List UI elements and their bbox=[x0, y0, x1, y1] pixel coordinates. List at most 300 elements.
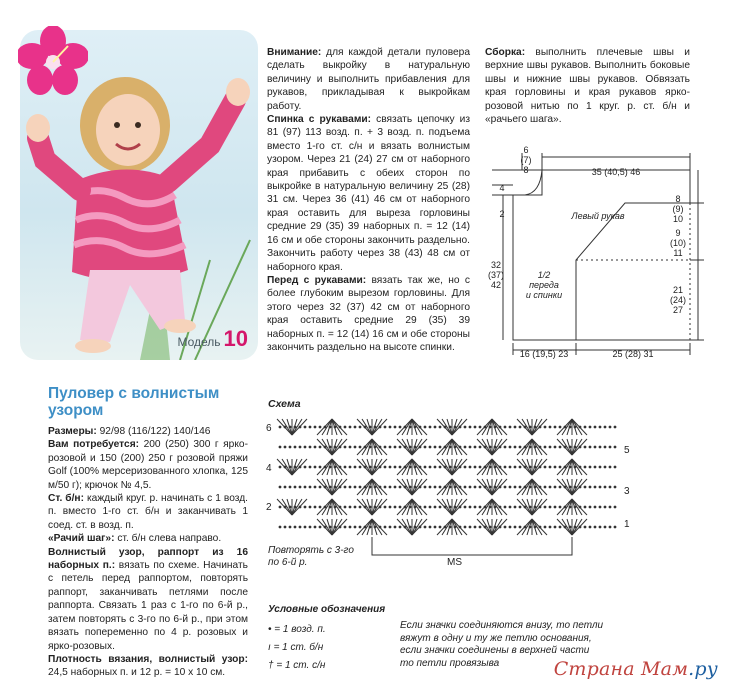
dim-top-6: 6 bbox=[523, 145, 529, 155]
chain-dot bbox=[514, 506, 517, 509]
chain-dot bbox=[594, 426, 597, 429]
chain-dot bbox=[294, 526, 297, 529]
chain-dot bbox=[399, 506, 402, 509]
density-paragraph bbox=[48, 653, 248, 680]
chain-dot bbox=[314, 506, 317, 509]
chain-dot bbox=[279, 426, 282, 429]
chain-dot bbox=[474, 486, 477, 489]
chain-dot bbox=[514, 466, 517, 469]
chain-dot bbox=[474, 446, 477, 449]
chain-dot bbox=[609, 526, 612, 529]
legend-item-1: = 1 возд. п. bbox=[274, 624, 326, 635]
chain-dot bbox=[359, 506, 362, 509]
chain-dot bbox=[509, 506, 512, 509]
chain-dot bbox=[389, 526, 392, 529]
chain-dot bbox=[319, 466, 322, 469]
sizes-paragraph bbox=[48, 425, 248, 438]
chain-dot bbox=[549, 426, 552, 429]
chain-dot bbox=[349, 446, 352, 449]
chain-dot bbox=[394, 446, 397, 449]
wave-pattern-value: вязать по схеме. Начинать с петель перед раппортом, повторять раппорт, заканчивать петлями после раппорта. Связать 1 раз с 1-го по 6-й р., затем повторять с 3-го по 6-й р., при этом вязать попеременно по 4 р. розовых и ярко-розовых. bbox=[48, 560, 248, 652]
chain-dot bbox=[394, 506, 397, 509]
sizes-label: Размеры: bbox=[48, 426, 97, 437]
chain-dot bbox=[429, 506, 432, 509]
chain-dot bbox=[304, 426, 307, 429]
chain-dot bbox=[519, 486, 522, 489]
dim-right-9b: 9 bbox=[675, 228, 681, 238]
legend-note-3: если значки соединены в верхней части bbox=[400, 645, 590, 657]
chain-dot bbox=[464, 506, 467, 509]
chain-dot bbox=[434, 506, 437, 509]
single-crochet-value: каждый круг. р. начинать с 1 возд. п. вместо 1-го ст. б/н и заканчивать 1 соед. ст. в возд. п. bbox=[48, 493, 248, 531]
legend-item-sc bbox=[268, 642, 388, 653]
dim-left-37: (37) bbox=[487, 270, 505, 280]
chain-dot bbox=[309, 446, 312, 449]
repeat-note-line-1: Повторять с 3-го bbox=[268, 545, 354, 556]
chain-dot bbox=[599, 486, 602, 489]
dim-right-21: 21 bbox=[672, 285, 684, 295]
chain-dot bbox=[344, 526, 347, 529]
wave-pattern-paragraph bbox=[48, 546, 248, 653]
chain-dot bbox=[614, 486, 617, 489]
front-value: вязать так же, но с более глубоким вырезом горловины. Для этого через 32 (37) 42 см от наборного края оставить средние 29 (35) 39 наборных п. = 12 (14) 16 см и обе стороны закончить раздельно на высоте спинки. bbox=[267, 274, 470, 353]
back-label: Спинка с рукавами: bbox=[267, 114, 372, 126]
chain-dot bbox=[434, 426, 437, 429]
chain-dot bbox=[389, 426, 392, 429]
dim-bottom-left: 16 (19,5) 23 bbox=[519, 349, 569, 359]
chain-dot bbox=[599, 426, 602, 429]
chain-dot bbox=[594, 486, 597, 489]
chain-dot bbox=[604, 526, 607, 529]
chain-dot bbox=[429, 426, 432, 429]
ms-label: MS bbox=[447, 557, 462, 568]
chain-dot bbox=[299, 486, 302, 489]
chain-dot bbox=[504, 486, 507, 489]
chain-dot bbox=[384, 426, 387, 429]
chain-dot bbox=[584, 486, 587, 489]
chain-dot bbox=[609, 466, 612, 469]
chain-dot bbox=[319, 526, 322, 529]
chain-dot bbox=[439, 526, 442, 529]
chain-dot bbox=[359, 426, 362, 429]
chain-dot bbox=[389, 446, 392, 449]
chain-dot bbox=[434, 466, 437, 469]
watermark-part-2: Мам bbox=[641, 658, 689, 680]
chain-dot bbox=[504, 426, 507, 429]
chain-dot bbox=[279, 486, 282, 489]
chain-dot bbox=[384, 466, 387, 469]
chain-dot bbox=[519, 446, 522, 449]
chain-dot bbox=[614, 466, 617, 469]
chain-dot bbox=[349, 466, 352, 469]
chain-dot bbox=[609, 426, 612, 429]
chain-dot bbox=[479, 526, 482, 529]
chain-dot bbox=[354, 466, 357, 469]
row-label-3: 3 bbox=[624, 486, 630, 497]
materials-paragraph bbox=[48, 438, 248, 492]
legend-item-2: = 1 ст. б/н bbox=[273, 642, 324, 653]
chain-dot bbox=[394, 466, 397, 469]
chain-dot bbox=[589, 466, 592, 469]
chain-dot bbox=[469, 526, 472, 529]
legend-item-dc bbox=[268, 660, 388, 671]
chain-dot bbox=[294, 446, 297, 449]
chain-dot bbox=[504, 466, 507, 469]
dim-left-2: 2 bbox=[499, 209, 505, 219]
model-word: Модель bbox=[177, 335, 221, 349]
chain-dot bbox=[354, 506, 357, 509]
chain-dot bbox=[399, 466, 402, 469]
chain-dot bbox=[479, 486, 482, 489]
half-label-3: и спинки bbox=[525, 290, 563, 300]
dim-top-width: 35 (40,5) 46 bbox=[591, 167, 641, 177]
attention-paragraph bbox=[267, 46, 470, 113]
chain-dot bbox=[434, 446, 437, 449]
chain-dot bbox=[504, 446, 507, 449]
chain-dot bbox=[614, 526, 617, 529]
chain-dot bbox=[399, 526, 402, 529]
chain-dot bbox=[559, 466, 562, 469]
legend-note-2: вяжут в одну и ту же петлю основания, bbox=[400, 632, 592, 644]
chain-dot bbox=[589, 486, 592, 489]
pattern-outline bbox=[513, 170, 690, 340]
chain-dot bbox=[544, 526, 547, 529]
chain-dot bbox=[469, 426, 472, 429]
chain-dot bbox=[354, 526, 357, 529]
chain-dot bbox=[604, 426, 607, 429]
chain-dot bbox=[464, 466, 467, 469]
chain-dot bbox=[319, 486, 322, 489]
chain-dot bbox=[389, 486, 392, 489]
chain-dot bbox=[304, 526, 307, 529]
chain-dot bbox=[519, 506, 522, 509]
scheme-title: Схема bbox=[268, 398, 301, 410]
chain-dot bbox=[599, 526, 602, 529]
chain-dot bbox=[514, 486, 517, 489]
chart-stitch-symbols bbox=[277, 419, 616, 535]
chain-dot bbox=[469, 486, 472, 489]
back-value: связать цепочку из 81 (97) 113 возд. п. + 3 возд. п. подъема вместо 1-го ст. с/н и вязать волнистым узором. Через 21 (24) 27 см от наборного края прибавить с обеих сторон по выкройке в натуральную величину 25 (28) 31 см. Через 36 (41) 46 см от наборного края оставить для выреза горловины средние 29 (35) 39 наборных п. = 12 (14) 16 см и обе стороны закончить раздельно. Закончить работу через 38 (43) 48 см от наборного края. bbox=[267, 114, 470, 273]
chain-dot bbox=[544, 446, 547, 449]
double-crochet-icon: † bbox=[268, 660, 274, 671]
chain-dot bbox=[399, 486, 402, 489]
chain-dot bbox=[464, 426, 467, 429]
chain-dot bbox=[439, 486, 442, 489]
chain-dot bbox=[469, 446, 472, 449]
chain-dot bbox=[509, 426, 512, 429]
chain-dot bbox=[554, 486, 557, 489]
chain-dot bbox=[594, 506, 597, 509]
chain-dot bbox=[309, 486, 312, 489]
chain-dot bbox=[469, 466, 472, 469]
chain-dot bbox=[554, 446, 557, 449]
chain-dot bbox=[424, 526, 427, 529]
chain-dot bbox=[514, 426, 517, 429]
chain-dot bbox=[594, 466, 597, 469]
chain-dot bbox=[609, 446, 612, 449]
chain-dot bbox=[314, 486, 317, 489]
chain-dot bbox=[424, 426, 427, 429]
chain-dot bbox=[424, 446, 427, 449]
chain-dot bbox=[609, 486, 612, 489]
chain-dot bbox=[314, 446, 317, 449]
chain-dot bbox=[544, 486, 547, 489]
chain-dot bbox=[439, 506, 442, 509]
chain-dot bbox=[384, 446, 387, 449]
dim-top-7: (7) bbox=[520, 155, 532, 165]
chain-dot bbox=[549, 506, 552, 509]
chain-dot bbox=[509, 526, 512, 529]
chain-dot bbox=[344, 466, 347, 469]
single-crochet-label: Ст. б/н: bbox=[48, 493, 84, 505]
chain-dot bbox=[509, 486, 512, 489]
back-paragraph bbox=[267, 113, 470, 274]
chain-dot bbox=[389, 506, 392, 509]
chain-dot bbox=[429, 526, 432, 529]
dim-left-4: 4 bbox=[499, 183, 505, 193]
chain-dot bbox=[604, 466, 607, 469]
density-label: Плотность вязания, волнистый узор: bbox=[48, 653, 248, 665]
chain-dot bbox=[279, 466, 282, 469]
materials-value: 200 (250) 300 г ярко-розовой и 150 (200) 250 г розовой пряжи Golf (100% мерсеризованного хлопка, 125 м/50 г); крючок № 4,5. bbox=[48, 439, 248, 491]
half-label-1: 1/2 bbox=[537, 270, 551, 280]
chain-dot bbox=[479, 466, 482, 469]
dim-left-42: 42 bbox=[490, 280, 502, 290]
chain-dot bbox=[464, 446, 467, 449]
hibiscus-flower-icon bbox=[18, 26, 88, 96]
chain-dot bbox=[554, 526, 557, 529]
watermark bbox=[554, 658, 718, 680]
chain-dot bbox=[559, 426, 562, 429]
chain-dot bbox=[509, 446, 512, 449]
chain-dot bbox=[344, 426, 347, 429]
chain-dot bbox=[509, 466, 512, 469]
chain-dot bbox=[424, 486, 427, 489]
row-label-1: 1 bbox=[624, 519, 630, 530]
chain-dot bbox=[299, 526, 302, 529]
chain-dot bbox=[474, 466, 477, 469]
chain-dot bbox=[279, 526, 282, 529]
chain-dot bbox=[559, 486, 562, 489]
front-paragraph bbox=[267, 274, 470, 354]
chain-dot bbox=[584, 426, 587, 429]
chain-dot bbox=[354, 486, 357, 489]
chain-dot bbox=[344, 486, 347, 489]
crab-stitch-paragraph bbox=[48, 532, 248, 545]
chain-dot bbox=[599, 466, 602, 469]
chain-dot bbox=[584, 526, 587, 529]
watermark-part-3: .ру bbox=[688, 658, 718, 680]
chain-dot bbox=[434, 486, 437, 489]
chain-dot bbox=[384, 486, 387, 489]
chain-dot bbox=[604, 486, 607, 489]
chain-dot bbox=[354, 446, 357, 449]
legend-note-1: Если значки соединяются внизу, то петли bbox=[400, 620, 604, 631]
front-label: Перед с рукавами: bbox=[267, 274, 367, 286]
chain-dot bbox=[544, 426, 547, 429]
chain-dot bbox=[394, 426, 397, 429]
chain-dot bbox=[299, 446, 302, 449]
chain-dot bbox=[589, 426, 592, 429]
dim-top-8: 8 bbox=[523, 165, 529, 175]
attention-label: Внимание: bbox=[267, 47, 322, 58]
chain-dot bbox=[284, 486, 287, 489]
chain-dot bbox=[424, 466, 427, 469]
repeat-note-line-2: по 6-й р. bbox=[268, 557, 308, 568]
chain-dot bbox=[514, 446, 517, 449]
dim-left-32: 32 bbox=[490, 260, 502, 270]
chain-dot bbox=[589, 526, 592, 529]
chain-dot bbox=[614, 446, 617, 449]
assembly-label: Сборка: bbox=[485, 47, 526, 58]
legend-item-3: = 1 ст. с/н bbox=[276, 660, 326, 671]
chain-dot bbox=[469, 506, 472, 509]
chain-dot bbox=[554, 466, 557, 469]
chain-dot bbox=[609, 506, 612, 509]
dim-bottom-right: 25 (28) 31 bbox=[612, 349, 654, 359]
chain-dot bbox=[479, 446, 482, 449]
chain-dot bbox=[394, 526, 397, 529]
chain-dot bbox=[614, 426, 617, 429]
watermark-part-1: Страна bbox=[553, 658, 635, 680]
chain-dot bbox=[309, 426, 312, 429]
chain-dot bbox=[589, 506, 592, 509]
left-column-text bbox=[48, 425, 248, 680]
chain-dot bbox=[359, 466, 362, 469]
dim-right-10b: (10) bbox=[669, 238, 687, 248]
chain-stitch-icon: • bbox=[268, 624, 272, 635]
model-number: 10 bbox=[223, 326, 248, 351]
dim-right-24: (24) bbox=[669, 295, 687, 305]
row-label-5: 5 bbox=[624, 445, 630, 456]
chain-dot bbox=[399, 446, 402, 449]
chain-dot bbox=[389, 466, 392, 469]
assembly-value: выполнить плечевые швы и верхние швы рукавов. Выполнить боковые швы и нижние швы рукавов. Обвязать края горловины и края рукавов ярко-розовой нитью по 1 круг. р. ст. б/н и «рачьего шага». bbox=[485, 47, 690, 126]
chain-dot bbox=[479, 426, 482, 429]
chain-dot bbox=[479, 506, 482, 509]
sizes-value: 92/98 (116/122) 140/146 bbox=[99, 426, 211, 437]
materials-label: Вам потребуется: bbox=[48, 439, 140, 451]
dim-right-9: (9) bbox=[672, 204, 684, 214]
chain-dot bbox=[359, 486, 362, 489]
chain-dot bbox=[594, 446, 597, 449]
chain-dot bbox=[464, 526, 467, 529]
single-crochet-paragraph bbox=[48, 492, 248, 532]
chain-dot bbox=[504, 526, 507, 529]
sleeve-label: Левый рукав bbox=[571, 211, 625, 221]
chain-dot bbox=[284, 446, 287, 449]
garment-pattern-diagram bbox=[480, 145, 710, 360]
crab-stitch-value: ст. б/н слева направо. bbox=[117, 533, 222, 545]
chain-dot bbox=[549, 466, 552, 469]
dim-right-11: 11 bbox=[673, 248, 683, 258]
chain-dot bbox=[304, 506, 307, 509]
chain-dot bbox=[519, 466, 522, 469]
repeat-note bbox=[268, 545, 354, 569]
chain-dot bbox=[349, 526, 352, 529]
row-label-4: 4 bbox=[266, 463, 272, 474]
dim-right-10: 10 bbox=[672, 214, 684, 224]
chain-dot bbox=[474, 426, 477, 429]
chain-dot bbox=[349, 506, 352, 509]
chain-dot bbox=[474, 506, 477, 509]
chain-dot bbox=[504, 506, 507, 509]
chain-dot bbox=[384, 506, 387, 509]
wave-pattern-label: Волнистый узор, раппорт из 16 наборных п.: bbox=[48, 546, 248, 572]
chain-dot bbox=[309, 526, 312, 529]
chain-dot bbox=[594, 526, 597, 529]
half-label-2: переда bbox=[529, 280, 559, 290]
chain-dot bbox=[599, 506, 602, 509]
chain-dot bbox=[309, 506, 312, 509]
chain-dot bbox=[549, 446, 552, 449]
repeat-bracket bbox=[372, 537, 572, 555]
chain-dot bbox=[549, 486, 552, 489]
chain-dot bbox=[424, 506, 427, 509]
chain-dot bbox=[434, 526, 437, 529]
chain-dot bbox=[394, 486, 397, 489]
legend-item-chain bbox=[268, 624, 388, 635]
chain-dot bbox=[559, 506, 562, 509]
chain-dot bbox=[519, 426, 522, 429]
chain-dot bbox=[514, 526, 517, 529]
chain-dot bbox=[559, 446, 562, 449]
chain-dot bbox=[344, 446, 347, 449]
chain-dot bbox=[604, 446, 607, 449]
chain-dot bbox=[599, 446, 602, 449]
chain-dot bbox=[399, 426, 402, 429]
chain-dot bbox=[319, 446, 322, 449]
chain-dot bbox=[344, 506, 347, 509]
chain-dot bbox=[294, 486, 297, 489]
chain-dot bbox=[314, 526, 317, 529]
chain-dot bbox=[309, 466, 312, 469]
chain-dot bbox=[429, 446, 432, 449]
crab-stitch-label: «Рачий шаг»: bbox=[48, 533, 115, 545]
legend-title: Условные обозначения bbox=[268, 604, 386, 615]
chain-dot bbox=[284, 526, 287, 529]
chain-dot bbox=[544, 506, 547, 509]
chain-dot bbox=[304, 466, 307, 469]
title-line-2: узором bbox=[48, 402, 104, 419]
chain-dot bbox=[289, 486, 292, 489]
chain-dot bbox=[289, 526, 292, 529]
chain-dot bbox=[584, 466, 587, 469]
chain-dot bbox=[614, 506, 617, 509]
row-label-6: 6 bbox=[266, 423, 272, 434]
chain-dot bbox=[474, 526, 477, 529]
article-title bbox=[48, 385, 258, 419]
dim-right-8: 8 bbox=[675, 194, 681, 204]
title-line-1: Пуловер с волнистым bbox=[48, 385, 220, 402]
attention-value: для каждой детали пуловера сделать выкройку в натуральную величину и выполнить прибавления для рукавов, прикладывая к выкройкам работу. bbox=[267, 47, 470, 112]
assembly-paragraph bbox=[485, 46, 690, 126]
chain-dot bbox=[549, 526, 552, 529]
dim-right-27: 27 bbox=[672, 305, 684, 315]
chain-dot bbox=[304, 486, 307, 489]
chain-dot bbox=[314, 466, 317, 469]
chain-dot bbox=[359, 526, 362, 529]
chain-dot bbox=[439, 426, 442, 429]
chain-dot bbox=[519, 526, 522, 529]
chain-dot bbox=[289, 446, 292, 449]
chain-dot bbox=[439, 446, 442, 449]
chain-dot bbox=[319, 506, 322, 509]
chain-dot bbox=[544, 466, 547, 469]
middle-column-text bbox=[267, 46, 470, 354]
chain-dot bbox=[554, 506, 557, 509]
chain-dot bbox=[279, 446, 282, 449]
